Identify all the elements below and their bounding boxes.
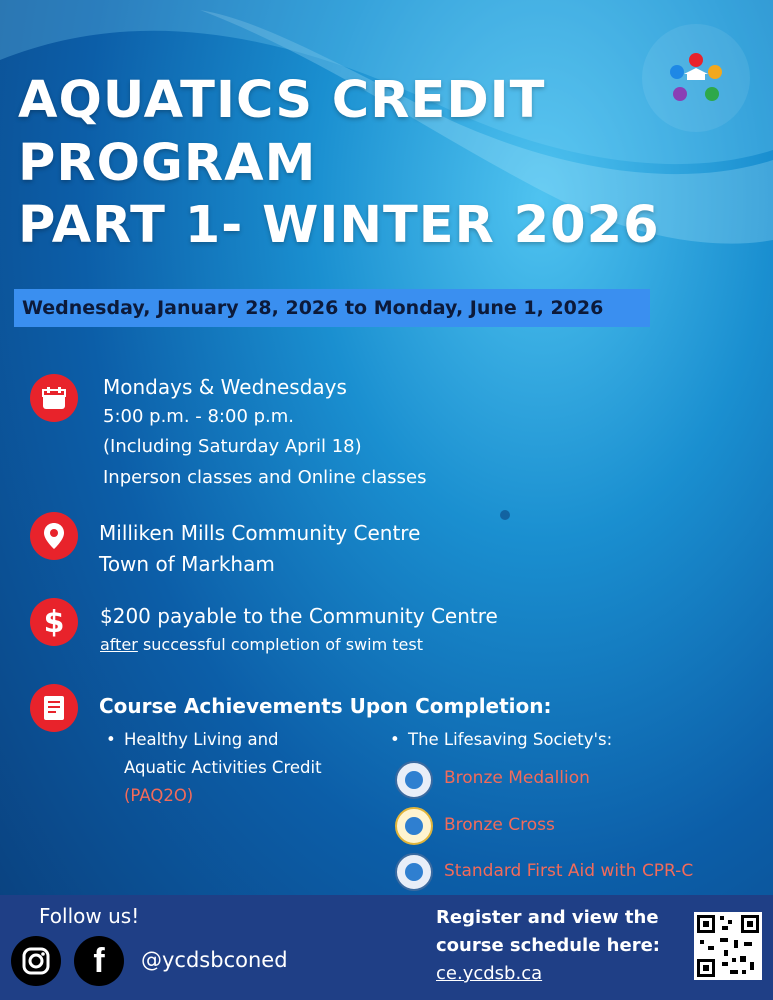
title-line-3: PART 1- WINTER 2026: [18, 196, 660, 256]
calendar-icon: [30, 374, 78, 422]
dollar-icon: $: [30, 598, 78, 646]
schedule-format: Inperson classes and Online classes: [103, 467, 427, 488]
credit-code: (PAQ2O): [124, 786, 194, 805]
fee-note-emphasis: after: [100, 635, 138, 654]
bronze-cross-badge: [395, 807, 433, 845]
award-first-aid: Standard First Aid with CPR-C: [444, 861, 694, 881]
credit-line-2: Aquatic Activities Credit: [124, 758, 322, 777]
location-pin-icon: [30, 512, 78, 560]
fee-amount: $200 payable to the Community Centre: [100, 604, 498, 628]
award-bronze-cross: Bronze Cross: [444, 815, 555, 835]
register-line-2: course schedule here:: [436, 935, 660, 956]
register-line-1: Register and view the: [436, 907, 659, 928]
award-bronze-medallion: Bronze Medallion: [444, 768, 590, 788]
program-title: [18, 70, 660, 258]
venue-name: Milliken Mills Community Centre: [99, 521, 421, 545]
schedule-days: Mondays & Wednesdays: [103, 375, 347, 399]
registration-link[interactable]: ce.ycdsb.ca: [436, 963, 543, 984]
credit-line-1: • Healthy Living and: [124, 726, 279, 754]
fee-note: [100, 630, 423, 660]
social-handle[interactable]: @ycdsbconed: [141, 948, 288, 972]
venue-town: Town of Markham: [99, 552, 275, 576]
facebook-icon[interactable]: f: [74, 936, 124, 986]
certificate-icon: [30, 684, 78, 732]
title-line-1: AQUATICS CREDIT: [18, 71, 546, 130]
title-line-2: PROGRAM: [18, 133, 317, 193]
follow-us-label: Follow us!: [39, 904, 140, 928]
fee-note-rest: successful completion of swim test: [137, 635, 423, 654]
qr-code[interactable]: [694, 912, 762, 980]
date-range-banner: Wednesday, January 28, 2026 to Monday, June 1, 2026: [14, 289, 650, 327]
first-aid-badge: [395, 853, 433, 891]
instagram-icon[interactable]: [11, 936, 61, 986]
bronze-medallion-badge: [395, 761, 433, 799]
achievements-heading: Course Achievements Upon Completion:: [99, 694, 552, 718]
lifesaving-society-label: • The Lifesaving Society's:: [408, 726, 612, 754]
schedule-extra: (Including Saturday April 18): [103, 436, 362, 457]
schedule-time: 5:00 p.m. - 8:00 p.m.: [103, 406, 295, 427]
